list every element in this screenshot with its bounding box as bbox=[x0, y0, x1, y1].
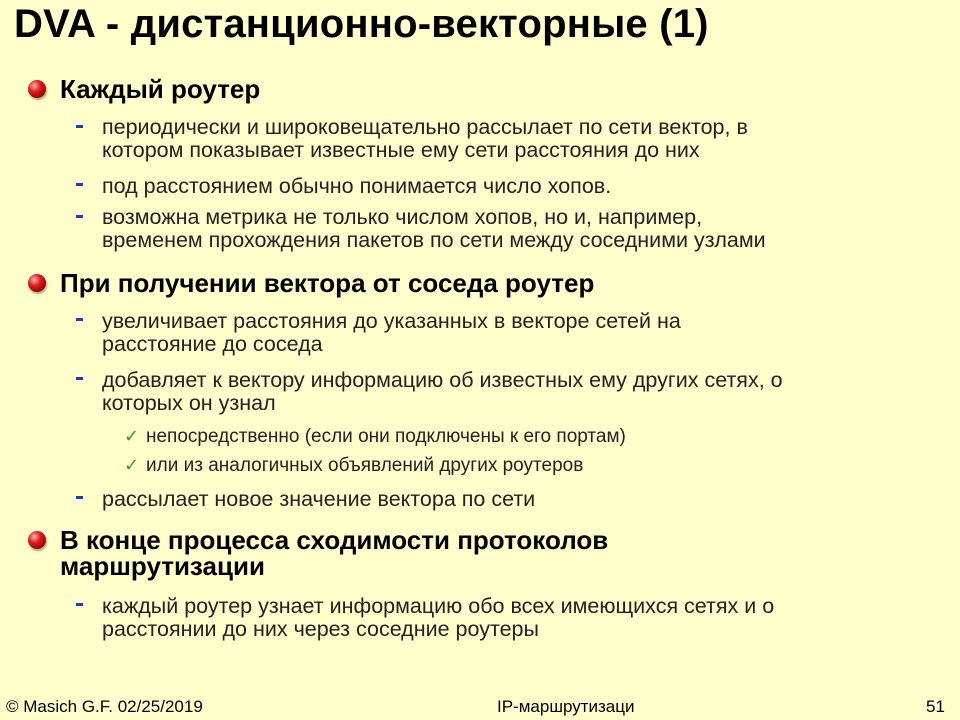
footer-copyright: © Masich G.F. 02/25/2019 bbox=[6, 697, 203, 716]
bullet-text-line: расстояние до соседа bbox=[102, 332, 323, 356]
bullet-text-line: каждый роутер узнает информацию обо всех имеющихся сетях и о bbox=[102, 594, 775, 618]
section-heading: маршрутизации bbox=[60, 551, 265, 581]
slide-title: DVA - дистанционно-векторные (1) bbox=[14, 2, 709, 46]
bullet-text-line: возможна метрика не только числом хопов, но и, например, bbox=[102, 205, 703, 229]
checkmark-bullet-icon: ✓ bbox=[124, 455, 140, 476]
bullet-text-line: котором показывает известные ему сети расстояния до них bbox=[102, 138, 700, 162]
blue-dash-bullet-icon bbox=[76, 603, 83, 606]
bullet-text-line: под расстоянием обычно понимается число хопов. bbox=[102, 174, 612, 198]
red-ball-bullet-icon bbox=[28, 274, 46, 292]
section-heading: При получении вектора от соседа роутер bbox=[60, 268, 595, 298]
blue-dash-bullet-icon bbox=[76, 496, 83, 499]
section-heading: В конце процесса сходимости протоколов bbox=[60, 525, 609, 555]
bullet-text-line: рассылает новое значение вектора по сети bbox=[102, 487, 536, 511]
red-ball-bullet-icon bbox=[28, 531, 46, 549]
bullet-text-line: увеличивает расстояния до указанных в векторе сетей на bbox=[102, 309, 681, 333]
bullet-text-line: добавляет к вектору информацию об известных ему других сетях, о bbox=[102, 368, 783, 392]
footer-topic: IP-маршрутизаци bbox=[497, 697, 635, 716]
sub-bullet-text: непосредственно (если они подключены к его портам) bbox=[146, 426, 626, 447]
bullet-text-line: которых он узнал bbox=[102, 391, 276, 415]
footer-page-number: 51 bbox=[926, 697, 945, 716]
bullet-text-line: периодически и широковещательно рассылает по сети вектор, в bbox=[102, 115, 748, 139]
section-heading: Каждый роутер bbox=[60, 74, 261, 104]
blue-dash-bullet-icon bbox=[76, 215, 83, 218]
checkmark-bullet-icon: ✓ bbox=[124, 426, 140, 447]
blue-dash-bullet-icon bbox=[76, 318, 83, 321]
blue-dash-bullet-icon bbox=[76, 125, 83, 128]
red-ball-bullet-icon bbox=[28, 80, 46, 98]
bullet-text-line: расстоянии до них через соседние роутеры bbox=[102, 617, 539, 641]
blue-dash-bullet-icon bbox=[76, 183, 83, 186]
bullet-text-line: временем прохождения пакетов по сети между соседними узлами bbox=[102, 228, 766, 252]
blue-dash-bullet-icon bbox=[76, 377, 83, 380]
sub-bullet-text: или из аналогичных объявлений других роутеров bbox=[146, 455, 584, 476]
